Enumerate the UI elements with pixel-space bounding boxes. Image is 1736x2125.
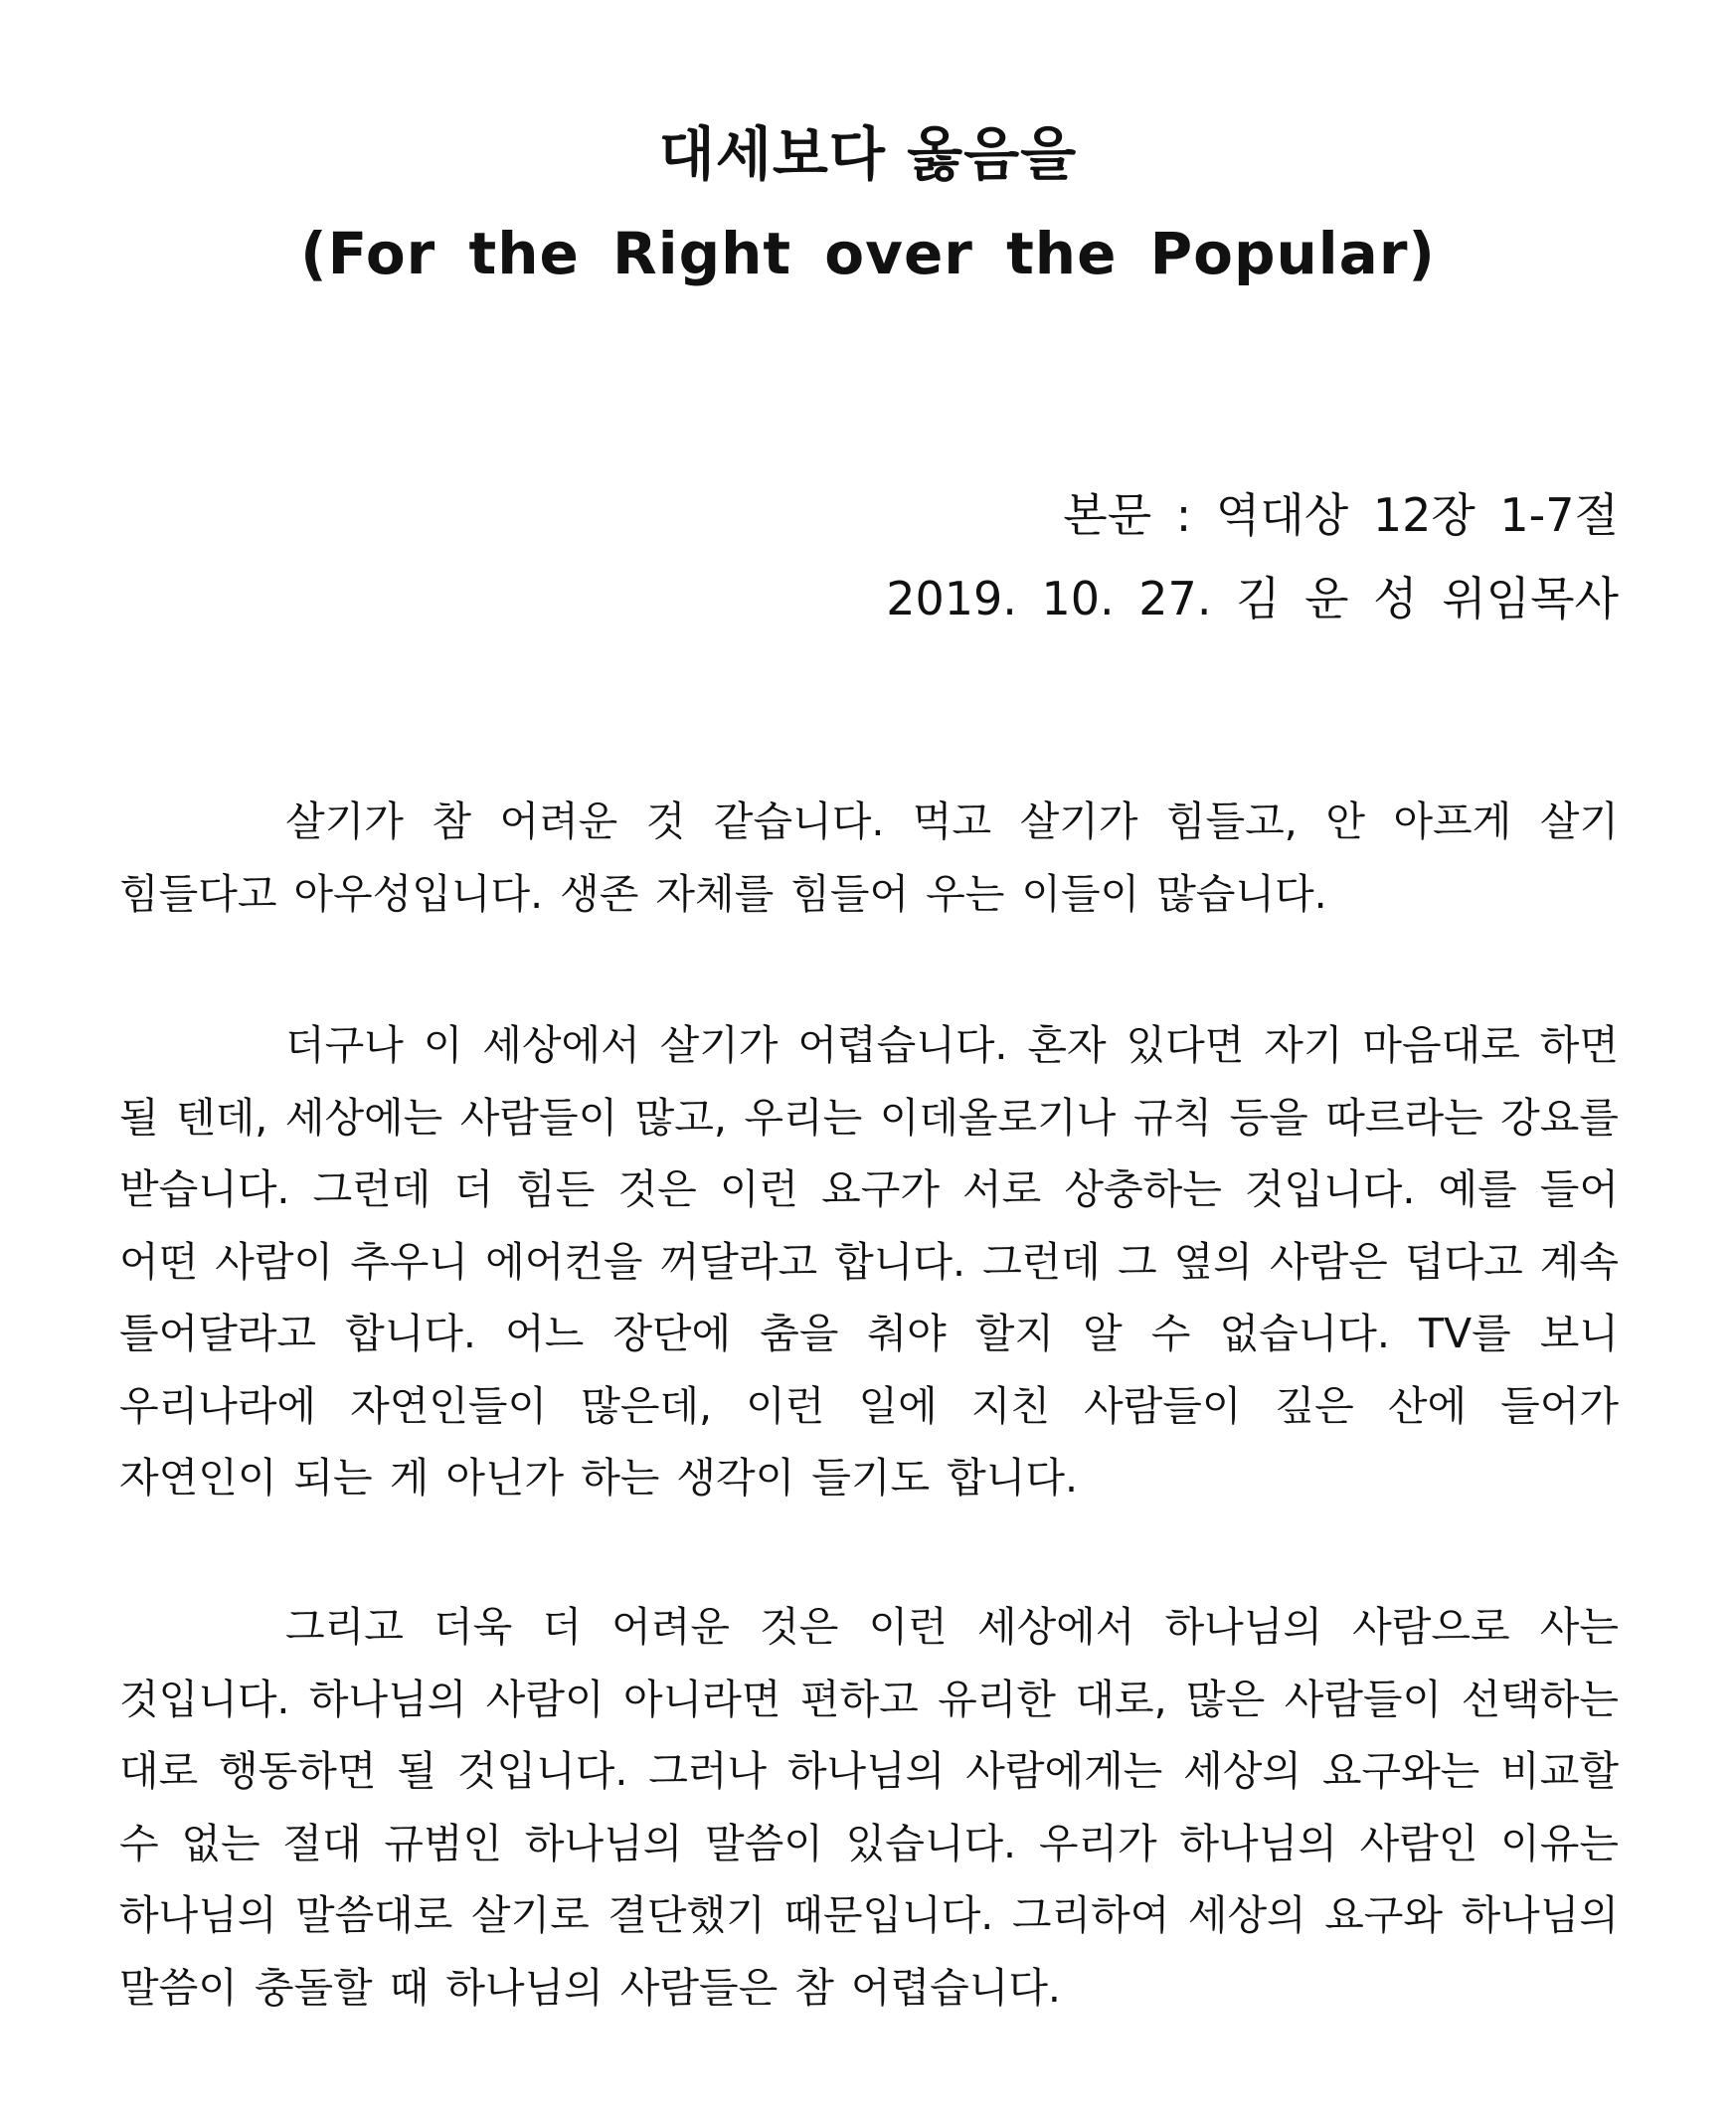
body-paragraph-3: 그리고 더욱 더 어려운 것은 이런 세상에서 하나님의 사람으로 사는 것입니다. 하나님의 사람이 아니라면 편하고 유리한 대로, 많은 사람들이 선택하는 대로 행동하면 될 것입니다. 그러나 하나님의 사람에게는 세상의 요구와는 비교할 수 없는 절대 규범인 하나님의 말씀이 있습니다. 우리가 하나님의 사람인 이유는 하나님의 말씀대로 살기로 결단했기 때문입니다. 그리하여 세상의 요구와 하나님의 말씀이 충돌할 때 하나님의 사람들은 참 어렵습니다. (119, 1603, 1619, 2012)
scripture-reference: 본문 : 역대상 12장 1-7절 (1063, 488, 1619, 542)
body-paragraph-2: 더구나 이 세상에서 살기가 어렵습니다. 혼자 있다면 자기 마음대로 하면 될 텐데, 세상에는 사람들이 많고, 우리는 이데올로기나 규칙 등을 따르라는 강요를 받습니다. 그런데 더 힘든 것은 이런 요구가 서로 상충하는 것입니다. 예를 들어 어떤 사람이 추우니 에어컨을 꺼달라고 합니다. 그런데 그 옆의 사람은 덥다고 계속 틀어달라고 합니다. 어느 장단에 춤을 춰야 할지 알 수 없습니다. TV를 보니 우리나라에 자연인들이 많은데, 이런 일에 지친 사람들이 깊은 산에 들어가 자연인이 되는 게 아닌가 하는 생각이 들기도 합니다. (119, 1021, 1619, 1502)
date-and-author: 2019. 10. 27. 김 운 성 위임목사 (886, 572, 1619, 625)
sermon-title-english: (For the Right over the Popular) (300, 220, 1436, 287)
body-paragraph-1: 살기가 참 어려운 것 같습니다. 먹고 살기가 힘들고, 안 아프게 살기 힘들다고 아우성입니다. 생존 자체를 힘들어 우는 이들이 많습니다. (119, 797, 1619, 918)
sermon-title-korean: 대세보다 옳음을 (658, 120, 1078, 188)
